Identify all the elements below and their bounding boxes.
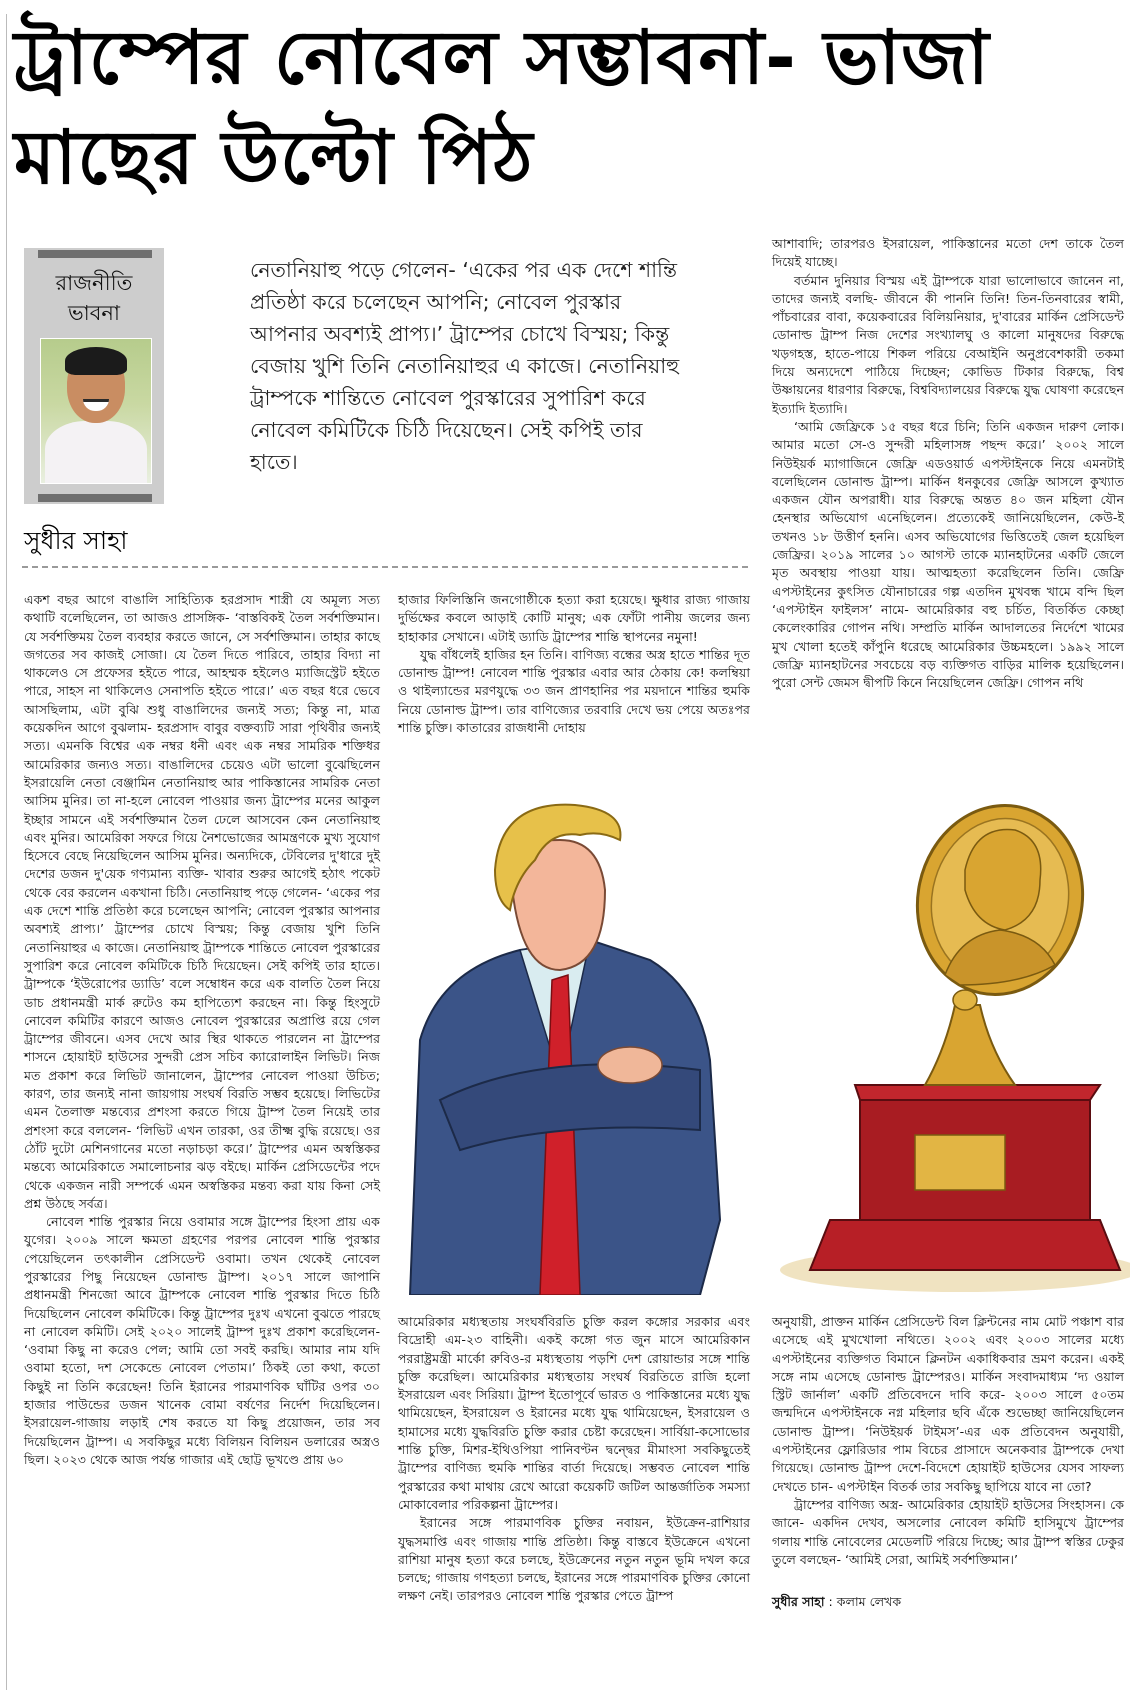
paragraph: হাজার ফিলিস্তিনি জনগোষ্ঠীকে হত্যা করা হয়েছে। ক্ষুধার রাজ্য গাজায় দুর্ভিক্ষের কবলে আড়াই কোটি মানুষ; এক ফোঁটা পানীয় জলের জন্য হাহাকার সেখানে। এটাই ড্যাডি ট্রাম্পের শান্তি স্থাপনের নমুনা! — [398, 592, 750, 644]
pedestal-top — [855, 1085, 1100, 1100]
dashed-divider — [22, 566, 748, 568]
trump-figure — [410, 805, 720, 1295]
headline-line-1: ট্রাম্পের নোবেল সম্ভাবনা- ভাজা — [14, 15, 990, 101]
paragraph: ইরানের সঙ্গে পারমাণবিক চুক্তির নবায়ন, ইউক্রেন-রাশিয়ার যুদ্ধসমাপ্তি এবং গাজায় শান্তি প্রতিষ্ঠা। কিন্তু বাস্তবে ইউক্রেনে এখনো রাশিয়া মানুষ হত্যা করে চলছে, ইউক্রেনের নতুন নতুন ভূমি দখল করে চলছে; গাজায় গণহত্যা চলছে, ইরানের সঙ্গে পারমাণবিক চুক্তির কোনো লক্ষণ নেই। তারপরও নোবেল শান্তি পুরস্কার পেতে ট্রাম্প — [398, 1515, 750, 1604]
badge-bottom-bar — [38, 494, 152, 502]
paragraph: বর্তমান দুনিয়ার বিস্ময় এই ট্রাম্পকে যারা ভালোভাবে জানেন না, তাদের জন্যই বলছি- জীবনে কী পাননি তিনি! তিন-তিনবারের স্বামী, পাঁচবারের বাবা, কয়েকবারের বিলিয়নিয়ার, দু'বারের মার্কিন প্রেসিডেন্ট ডোনাল্ড ট্রাম্প নিজ দেশের সংখ্যালঘু ও কালো মানুষদের বিরুদ্ধে খড়গহস্ত, হাতে-পায়ে শিকল পরিয়ে বেআইনি অনুপ্রবেশকারী তকমা দিয়ে অন্যদেশে পাঠিয়ে দিচ্ছেন; কোভিড টিকার বিরুদ্ধে, বিশ্ব উষ্ণায়নের ধারণার বিরুদ্ধে, বিশ্ববিদ্যালয়ের বিরুদ্ধে যুদ্ধ ঘোষণা করেছেন ইত্যাদি ইত্যাদি। — [772, 272, 1124, 416]
trophy-knob — [953, 990, 977, 1010]
pedestal-base — [810, 1220, 1120, 1270]
plaque — [915, 1135, 1005, 1190]
author-signoff — [772, 1593, 1124, 1611]
author-photo-shirt — [45, 421, 147, 484]
article-column-1 — [24, 591, 380, 1469]
section-label-line-1: রাজনীতি — [55, 271, 133, 295]
paragraph: অনুযায়ী, প্রাক্তন মার্কিন প্রেসিডেন্ট বিল ক্লিন্টনের নাম মোট পঞ্চাশ বার এসেছে এই মুখখোলা নথিতে। ২০০২ এবং ২০০৩ সালের মধ্যে এপস্টাইনের ব্যক্তিগত বিমানে ক্লিনটন একাধিকবার ভ্রমণ করেন। একই সঙ্গে নাম এসেছে ডোনাল্ড ট্রাম্পেরও। মার্কিন সংবাদমাধ্যম ‘দ্য ওয়াল স্ট্রিট জার্নাল’ একটি প্রতিবেদনে দাবি করে- ২০০৩ সালে ৫০তম জন্মদিনে এপস্টাইনকে নগ্ন মহিলার ছবি এঁকে শুভেচ্ছা জানিয়েছিলেন ডোনাল্ড ট্রাম্প। ‘নিউইয়র্ক টাইমস’-এর এক প্রতিবেদন অনুযায়ী, এপস্টাইনের ফ্লোরিডার পাম বিচের প্রাসাদে অনেকবার ট্রাম্পকে দেখা গিয়েছে। ডোনাল্ড ট্রাম্প দেশে-বিদেশে হোয়াইট হাউসের যেসব সাফল্য দেখতে চান- এপস্টাইন বিতর্ক তার সবকিছু ছাপিয়ে যাবে না তো? — [772, 1314, 1124, 1494]
paragraph: ‘আমি জেফ্রিকে ১৫ বছর ধরে চিনি; তিনি একজন দারুণ লোক। আমার মতো সে-ও সুন্দরী মহিলাসঙ্গ পছন্দ করে।’ ২০০২ সালে নিউইয়র্ক ম্যাগাজিনে জেফ্রি এডওয়ার্ড এপস্টাইনকে নিয়ে এমনটাই বলেছিলেন ডোনাল্ড ট্রাম্প। মার্কিন ধনকুবের জেফ্রি আসলে কুখ্যাত একজন যৌন অপরাধী। যার বিরুদ্ধে অন্তত ৪০ জন মহিলা যৌন হেনস্থার অভিযোগ এনেছিলেন। প্রত্যেকেই জানিয়েছিলেন, কেউ-ই তখনও ১৮ উত্তীর্ণ হননি। এসব অভিযোগের ভিত্তিতেই জেল হয়েছিল জেফ্রির। ২০১৯ সালের ১০ আগস্ট তাকে ম্যানহাটনের একটি জেলে মৃত অবস্থায় পাওয়া যায়। আত্মহত্যা করেছিলেন তিনি। জেফ্রি এপস্টাইনের কুৎসিত যৌনাচারের গল্প এতদিন মুখবন্ধ খামে বন্দি ছিল ‘এপস্টাইন ফাইলস’ নামে- আমেরিকার বহু চর্চিত, বিতর্কিত কেচ্ছা কেলেংকারির গোপন নথি। সম্প্রতি মার্কিন আদালতের নির্দেশে খামের মুখ খোলা হতেই কাঁপুনি ধরেছে আমেরিকার উচ্চমহলে। ১৯৯২ সালে জেফ্রি ম্যানহাটনের সবচেয়ে বড় ব্যক্তিগত বাড়ির মালিক হয়েছিলেন। পুরো সেন্ট জেমস দ্বীপটি কিনে নিয়েছিলেন জেফ্রি। গোপন নথি — [772, 418, 1124, 691]
article-column-3-top — [772, 235, 1124, 692]
section-label — [24, 268, 164, 328]
cartoon-illustration — [400, 800, 1130, 1295]
hand — [598, 1047, 662, 1083]
column-section-badge — [24, 248, 164, 504]
paragraph: ট্রাম্পের বাণিজ্য অস্ত্র- আমেরিকার হোয়াইট হাউসের সিংহাসন। কে জানে- একদিন দেখব, অসলোর নোবেল কমিটি হাসিমুখে ট্রাম্পের গলায় শান্তি নোবেলের মেডেলটি পরিয়ে দিচ্ছে; আর ট্রাম্প স্বস্তির ঢেকুর তুলে বলছেন- ‘আমিই সেরা, আমিই সর্বশক্তিমান।’ — [772, 1496, 1124, 1567]
section-label-line-2: ভাবনা — [67, 301, 121, 325]
nobel-trophy — [810, 800, 1120, 1270]
paragraph: আমেরিকার মধ্যস্থতায় সংঘর্ষবিরতি চুক্তি করল কঙ্গোর সরকার এবং বিদ্রোহী এম-২৩ বাহিনী। একই কঙ্গো গত জুন মাসে আমেরিকান পররাষ্ট্রমন্ত্রী মার্কো রুবিও-র মধ্যস্থতায় পড়শি দেশ রোয়ান্ডার সঙ্গে শান্তি চুক্তি করেছিল। আমেরিকার মধ্যস্থতায় সংঘর্ষ বিরতিতে রাজি হলো ইসরায়েল এবং সিরিয়া। ট্রাম্প ইতোপূর্বে ভারত ও পাকিস্তানের মধ্যে যুদ্ধ থামিয়েছেন, ইসরায়েল ও ইরানের মধ্যে যুদ্ধ থামিয়েছেন, ইসরায়েল ও হামাসের মধ্যে যুদ্ধবিরতি চুক্তি করার চেষ্টা করেছেন। সার্বিয়া-কসোভোর শান্তি চুক্তি, মিশর-ইথিওপিয়া পানিবণ্টন দ্বন্দ্বের মীমাংসা সবকিছুতেই ট্রাম্পের বাণিজ্য হুমকি শান্তির বার্তা দিয়েছে। সম্ভবত নোবেল শান্তি পুরস্কারের কথা মাথায় রেখে আরো কয়েকটি জটিল আন্তর্জাতিক সমস্যা মোকাবেলার পরিকল্পনা ট্রাম্পের। — [398, 1314, 750, 1512]
author-photo-hair — [65, 347, 127, 375]
article-column-2-top — [398, 591, 750, 737]
signoff-author-name: সুধীর সাহা — [772, 1594, 825, 1610]
paragraph: আশাবাদি; তারপরও ইসরায়েল, পাকিস্তানের মতো দেশ তাকে তৈল দিয়েই যাচ্ছে। — [772, 236, 1124, 270]
signoff-separator: : — [824, 1594, 837, 1610]
paragraph: নোবেল শান্তি পুরস্কার নিয়ে ওবামার সঙ্গে ট্রাম্পের হিংসা প্রায় এক যুগের। ২০০৯ সালে ক্ষমতা গ্রহণের পরপর নোবেল শান্তি পুরস্কার পেয়েছিলেন তৎকালীন প্রেসিডেন্ট ওবামা। তখন থেকেই নোবেল পুরস্কারের পিছু নিয়েছেন ডোনাল্ড ট্রাম্প। ২০১৭ সালে জাপানি প্রধানমন্ত্রী শিনজো আবে ট্রাম্পকে নোবেল শান্তি পুরস্কার দিতে চিঠি দিয়েছিলেন নোবেল কমিটিকে। কিন্তু ট্রাম্পের দুঃখ এখনো বুঝতে পারছে না নোবেল কমিটি। সেই ২০২০ সালেই ট্রাম্প দুঃখ প্রকাশ করেছিলেন- ‘ওবামা কিছু না করেও পেল; আমি তো সবই করছি। আমার নাম যদি ওবামা হতো, দশ সেকেন্ডে নোবেল পেতাম।’ ঠিকই তো কথা, কতো কিছুই না তিনি করেছেন! তিনি ইরানের পারমাণবিক ঘাঁটির ওপর ৩০ হাজার পাউন্ডের ডজন খানেক বোমা বর্ষণের নির্দেশ দিয়েছিলেন। ইসরায়েল-গাজায় লড়াই শেষ করতে যা কিছু প্রয়োজন, তার সব দিয়েছিলেন ট্রাম্প। এ সবকিছুর মধ্যে বিলিয়ন বিলিয়ন ডলারের অস্ত্রও ছিল। ২০২৩ থেকে আজ পর্যন্ত গাজার এই ছোট্ট ভূখণ্ডে প্রায় ৬০ — [24, 1214, 380, 1467]
cartoon-svg — [400, 800, 1130, 1295]
headline — [14, 8, 1134, 208]
author-byline: সুধীর সাহা — [24, 526, 128, 555]
paragraph: একশ বছর আগে বাঙালি সাহিত্যিক হরপ্রসাদ শাস্ত্রী যে অমূল্য সত্য কথাটি বলেছিলেন, তা আজও প্রাসঙ্গিক- ‘বাস্তবিকই তৈল সর্বশক্তিমান। যে সর্বশক্তিময় তৈল ব্যবহার করতে জানে, সে সর্বশক্তিমান। তাহার কাছে জগতের সব কাজই সোজা। যে তৈল দিতে পারিবে, তাহার বিদ্যা না থাকলেও সে প্রফেসর হইতে পারে, আহম্মক হইলেও ম্যাজিস্ট্রেট হইতে পারে, সাহস না থাকিলেও সেনাপতি হইতে পারে।’ এত বছর ধরে ভেবে আসছিলাম, এটা বুঝি শুধু বাঙালিদের জন্যই সত্য; কিন্তু না, মাত্র কয়েকদিন আগে বুঝলাম- হরপ্রসাদ বাবুর বক্তব্যটি সারা পৃথিবীর জন্যই সত্য। এমনকি বিশ্বের এক নম্বর ধনী এবং এক নম্বর সামরিক শক্তিধর আমেরিকার জন্যও সত্য। বাঙালিদের চেয়েও এটা ভালো বুঝেছিলেন ইসরায়েলি নেতা বেঞ্জামিন নেতানিয়াহু আর পাকিস্তানের সামরিক নেতা আসিম মুনির। তা না-হলে নোবেল পাওয়ার জন্য ট্রাম্পের মনের আকুল ইচ্ছার সামনে এই সর্বশক্তিমান তৈল ঢেলে আসবেন কেন নেতানিয়াহু এবং মুনির। আমেরিকা সফরে গিয়ে নৈশভোজের আমন্ত্রণকে মুখ্য সুযোগ হিসেবে বেছে নিয়েছিলেন আসিম মুনির। অন্যদিকে, টেবিলের দু'ধারে দুই দেশের ডজন দু'য়েক গণ্যমান্য ব্যক্তি- খাবার শুরুর আগেই হঠাৎ পকেট থেকে বের করলেন একখানা চিঠি। নেতানিয়াহু পড়ে গেলেন- ‘একের পর এক দেশে শান্তি প্রতিষ্ঠা করে চলেছেন আপনি; নোবেল পুরস্কার আপনার অবশ্যই প্রাপ্য।’ ট্রাম্পের চোখে বিস্ময়; কিন্তু বেজায় খুশি তিনি নেতানিয়াহুর এ কাজে। নেতানিয়াহু ট্রাম্পকে শান্তিতে নোবেল পুরস্কারের সুপারিশ করে নোবেল কমিটিকে চিঠি দিয়েছেন। সেই কপিই তার হাতে। ট্রাম্পকে ‘ইউরোপের ড্যাডি’ বলে সম্বোধন করে এক বালতি তৈল নিয়ে ডাচ প্রধানমন্ত্রী মার্ক রুটেও কম হাপিত্যেশ করছেন না। কিন্তু হিংসুটে নোবেল কমিটির কারণে আজও নোবেল পুরস্কারের অপ্রাপ্তি রয়ে গেল ট্রাম্পের জীবনে। এসব দেখে আর স্থির থাকতে পারলেন না ট্রাম্পের শাসনে হোয়াইট হাউসের সুন্দরী প্রেস সচিব ক্যারোলাইন লিভিট। নিজ মত প্রকাশ করে লিভিট জানালেন, ট্রাম্পের নোবেল পাওয়া উচিত; কারণ, তার জন্যই নানা জায়গায় সংঘর্ষ বিরতি সম্ভব হয়েছে। লিভিটের এমন তৈলাক্ত মন্তব্যের প্রশংসা করতে গিয়ে ট্রাম্প তৈল নিয়েই তার প্রশংসা করে বললেন- ‘লিভিট এখন তারকা, ওর তীক্ষ্ম বুদ্ধি রয়েছে। ওর ঠোঁট দুটো মেশিনগানের মতো নড়াচড়া করে।’ ট্রাম্পের এমন অস্বস্তিকর মন্তব্যে আমেরিকাতে সমালোচনার ঝড় বইছে। মার্কিন প্রেসিডেন্টের পদে থেকে একজন নারী সম্পর্কে এমন অস্বস্তিকর মন্তব্য করা যায় কিনা সেই প্রশ্ন উঠছে সর্বত্র। — [24, 592, 380, 1211]
page-left-margin-rule — [6, 14, 7, 1690]
trophy-stem — [925, 1005, 1015, 1085]
headline-line-2: মাছের উল্টো পিঠ — [14, 115, 534, 201]
article-column-2-bottom — [398, 1313, 750, 1606]
signoff-author-role: কলাম লেখক — [836, 1594, 902, 1610]
badge-top-bar — [38, 250, 152, 258]
author-photo — [40, 338, 152, 484]
article-column-3-bottom — [772, 1313, 1124, 1611]
pull-quote: নেতানিয়াহু পড়ে গেলেন- ‘একের পর এক দেশে শান্তি প্রতিষ্ঠা করে চলেছেন আপনি; নোবেল পুরস্কার আপনার অবশ্যই প্রাপ্য।’ ট্রাম্পের চোখে বিস্ময়; কিন্তু বেজায় খুশি তিনি নেতানিয়াহুর এ কাজে। নেতানিয়াহু ট্রাম্পকে শান্তিতে নোবেল পুরস্কারের সুপারিশ করে নোবেল কমিটিকে চিঠি দিয়েছেন। সেই কপিই তার হাতে। — [250, 258, 680, 474]
paragraph: যুদ্ধ বাঁধলেই হাজির হন তিনি। বাণিজ্য বন্ধের অস্ত্র হাতে শান্তির দূত ডোনাল্ড ট্রাম্প! নোবেল শান্তি পুরস্কার এবার আর ঠেকায় কে! কলম্বিয়া ও থাইল্যান্ডের মরণযুদ্ধে ৩৩ জন প্রাণহানির পর ময়দানে শান্তির হুমকি নিয়ে ডোনাল্ড ট্রাম্প। তার বাণিজ্যের তরবারি দেখে ভয় পেয়ে অতঃপর শান্তি চুক্তি। কাতারের রাজধানী দোহায় — [398, 646, 750, 736]
